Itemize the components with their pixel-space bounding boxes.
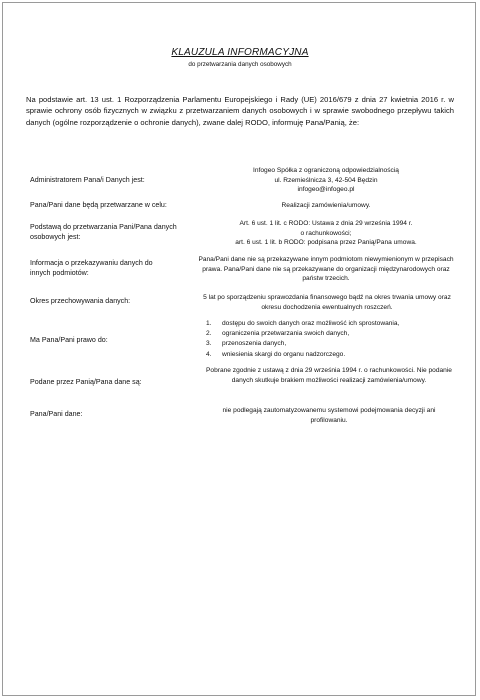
purpose-value: Realizacji zamówienia/umowy. xyxy=(281,202,371,209)
rights-list-item xyxy=(200,350,462,360)
legal-basis-label: Podstawą do przetwarzania Pani/Pana danych osobowych jest: xyxy=(30,223,177,241)
list-number: 1. xyxy=(206,320,212,327)
data-source-value: Pobrane zgodnie z ustawą z dnia 29 września 1994 r. o rachunkowości. Nie podanie danych skutkuje brakiem możliwości realizacji zamówienia/umowy. xyxy=(206,367,452,384)
intro-paragraph: Na podstawie art. 13 ust. 1 Rozporządzenia Parlamentu Europejskiego i Rady (UE) 2016/679 z dnia 27 kwietnia 2016 r. w sprawie ochrony osób fizycznych w związku z przetwarzaniem danych osobowych i w sprawie swobodnego przepływu takich danych (ogólne rozporządzenie o ochronie danych), zwane dalej RODO, informuję Pana/Panią, że: xyxy=(26,95,454,127)
transfers-value: Pana/Pani dane nie są przekazywane innym podmiotom niewymienionym w przepisach prawa. Pana/Pani dane nie są przekazywane do organizacji międzynarodowych oraz państw trzecich. xyxy=(198,256,454,283)
legal-basis-line-1: Art. 6 ust. 1 lit. c RODO: Ustawa z dnia 29 września 1994 r. xyxy=(239,220,413,227)
legal-basis-line-3: art. 6 ust. 1 lit. b RODO: podpisana przez Panią/Pana umowa. xyxy=(235,239,417,247)
list-text: przenoszenia danych, xyxy=(222,340,287,348)
rights-list-item xyxy=(200,319,462,329)
document-title: KLAUZULA INFORMACYJNA xyxy=(171,47,309,58)
rights-list-item xyxy=(200,329,462,339)
legal-basis-value xyxy=(194,219,458,248)
list-number: 2. xyxy=(206,330,212,338)
administrator-value xyxy=(194,166,458,195)
list-number: 3. xyxy=(206,340,212,348)
rights-list xyxy=(200,319,462,360)
retention-label: Okres przechowywania danych: xyxy=(30,297,131,305)
list-number: 4. xyxy=(206,350,212,358)
administrator-address: ul. Rzemieślnicza 3, 42-504 Będzin xyxy=(274,176,378,184)
administrator-label: Administratorem Pana/i Danych jest: xyxy=(30,176,145,184)
rights-label: Ma Pana/Pani prawo do: xyxy=(30,336,108,344)
administrator-email: infogeo@infogeo.pl xyxy=(297,186,355,194)
document-subtitle: do przetwarzania danych osobowych xyxy=(188,61,292,68)
administrator-name: Infogeo Spółka z ograniczoną odpowiedzialnością xyxy=(253,167,399,174)
purpose-label: Pana/Pani dane będą przetwarzane w celu: xyxy=(30,201,167,209)
list-text: ograniczenia przetwarzania swoich danych, xyxy=(222,330,350,338)
data-source-label: Podane przez Panią/Pana dane są: xyxy=(30,378,142,386)
transfers-label: Informacja o przekazywaniu danych do innych podmiotów: xyxy=(30,259,153,277)
list-text: dostępu do swoich danych oraz możliwość ich sprostowania, xyxy=(222,320,400,327)
retention-value: 5 lat po sporządzeniu sprawozdania finansowego bądź na okres trwania umowy oraz okresu dochodzenia ewentualnych roszczeń. xyxy=(203,294,451,311)
legal-basis-line-2: o rachunkowości; xyxy=(300,229,352,237)
automated-decisions-label: Pana/Pani dane: xyxy=(30,410,83,418)
rights-list-item xyxy=(200,339,462,349)
automated-decisions-value: nie podlegają zautomatyzowanemu systemowi podejmowania decyzji ani profilowaniu. xyxy=(222,407,436,424)
list-text: wniesienia skargi do organu nadzorczego. xyxy=(222,350,346,358)
